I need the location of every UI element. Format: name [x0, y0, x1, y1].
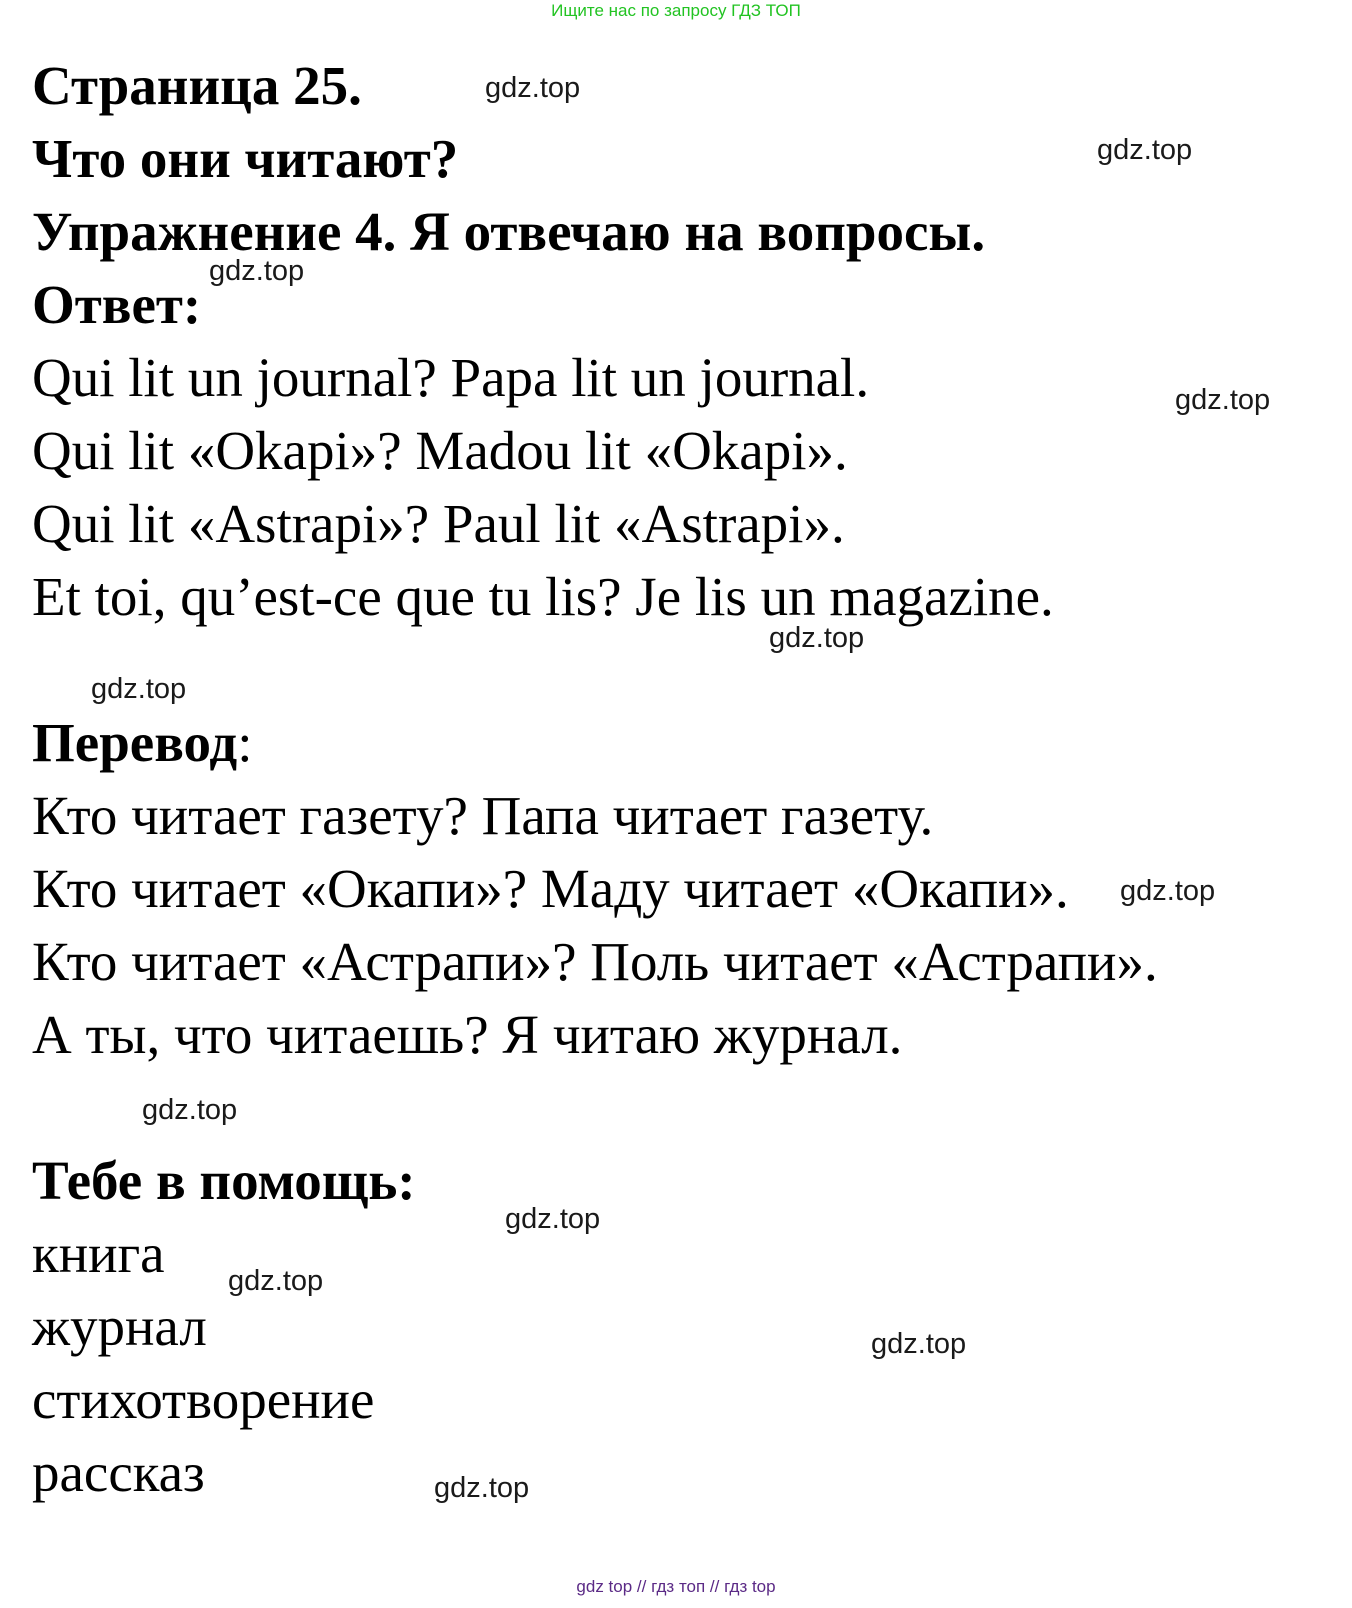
answer-line: Qui lit «Okapi»? Madou lit «Okapi». [32, 420, 848, 481]
footer-watermark: gdz top // гдз топ // гдз top [576, 1577, 776, 1596]
translation-heading [32, 712, 253, 774]
vocab-word: стихотворение [32, 1369, 375, 1430]
watermark: gdz.top [434, 1472, 530, 1504]
translation-line: А ты, что читаешь? Я читаю журнал. [32, 1004, 903, 1065]
topic-title: Что они читают? [32, 128, 459, 189]
answer-line: Qui lit un journal? Papa lit un journal. [32, 347, 870, 408]
watermark: gdz.top [91, 673, 187, 705]
vocab-word: журнал [32, 1296, 207, 1357]
watermark: gdz.top [1175, 384, 1271, 416]
watermark: gdz.top [485, 72, 581, 104]
translation-line: Кто читает «Астрапи»? Поль читает «Астрапи». [32, 931, 1158, 992]
page-title: Страница 25. [32, 55, 362, 116]
watermark: gdz.top [142, 1094, 238, 1126]
watermark: gdz.top [505, 1203, 601, 1235]
vocab-word: книга [32, 1223, 165, 1284]
watermark: gdz.top [228, 1265, 324, 1297]
vocab-word: рассказ [32, 1442, 205, 1503]
watermark: gdz.top [1097, 134, 1193, 166]
translation-line: Кто читает «Окапи»? Маду читает «Окапи». [32, 858, 1069, 919]
watermark: gdz.top [1120, 875, 1216, 907]
watermark: gdz.top [871, 1328, 967, 1360]
translation-heading-colon: : [237, 712, 253, 773]
answer-heading: Ответ: [32, 274, 202, 335]
translation-heading-label: Перевод [32, 712, 238, 773]
translation-line: Кто читает газету? Папа читает газету. [32, 785, 934, 846]
help-heading: Тебе в помощь: [32, 1150, 416, 1211]
search-hint-banner: Ищите нас по запросу ГДЗ ТОП [551, 1, 801, 20]
exercise-title: Упражнение 4. Я отвечаю на вопросы. [32, 201, 986, 262]
watermark: gdz.top [209, 255, 305, 287]
watermark: gdz.top [769, 622, 865, 654]
answer-line: Et toi, qu’est-ce que tu lis? Je lis un magazine. [32, 566, 1054, 627]
answer-line: Qui lit «Astrapi»? Paul lit «Astrapi». [32, 493, 845, 554]
